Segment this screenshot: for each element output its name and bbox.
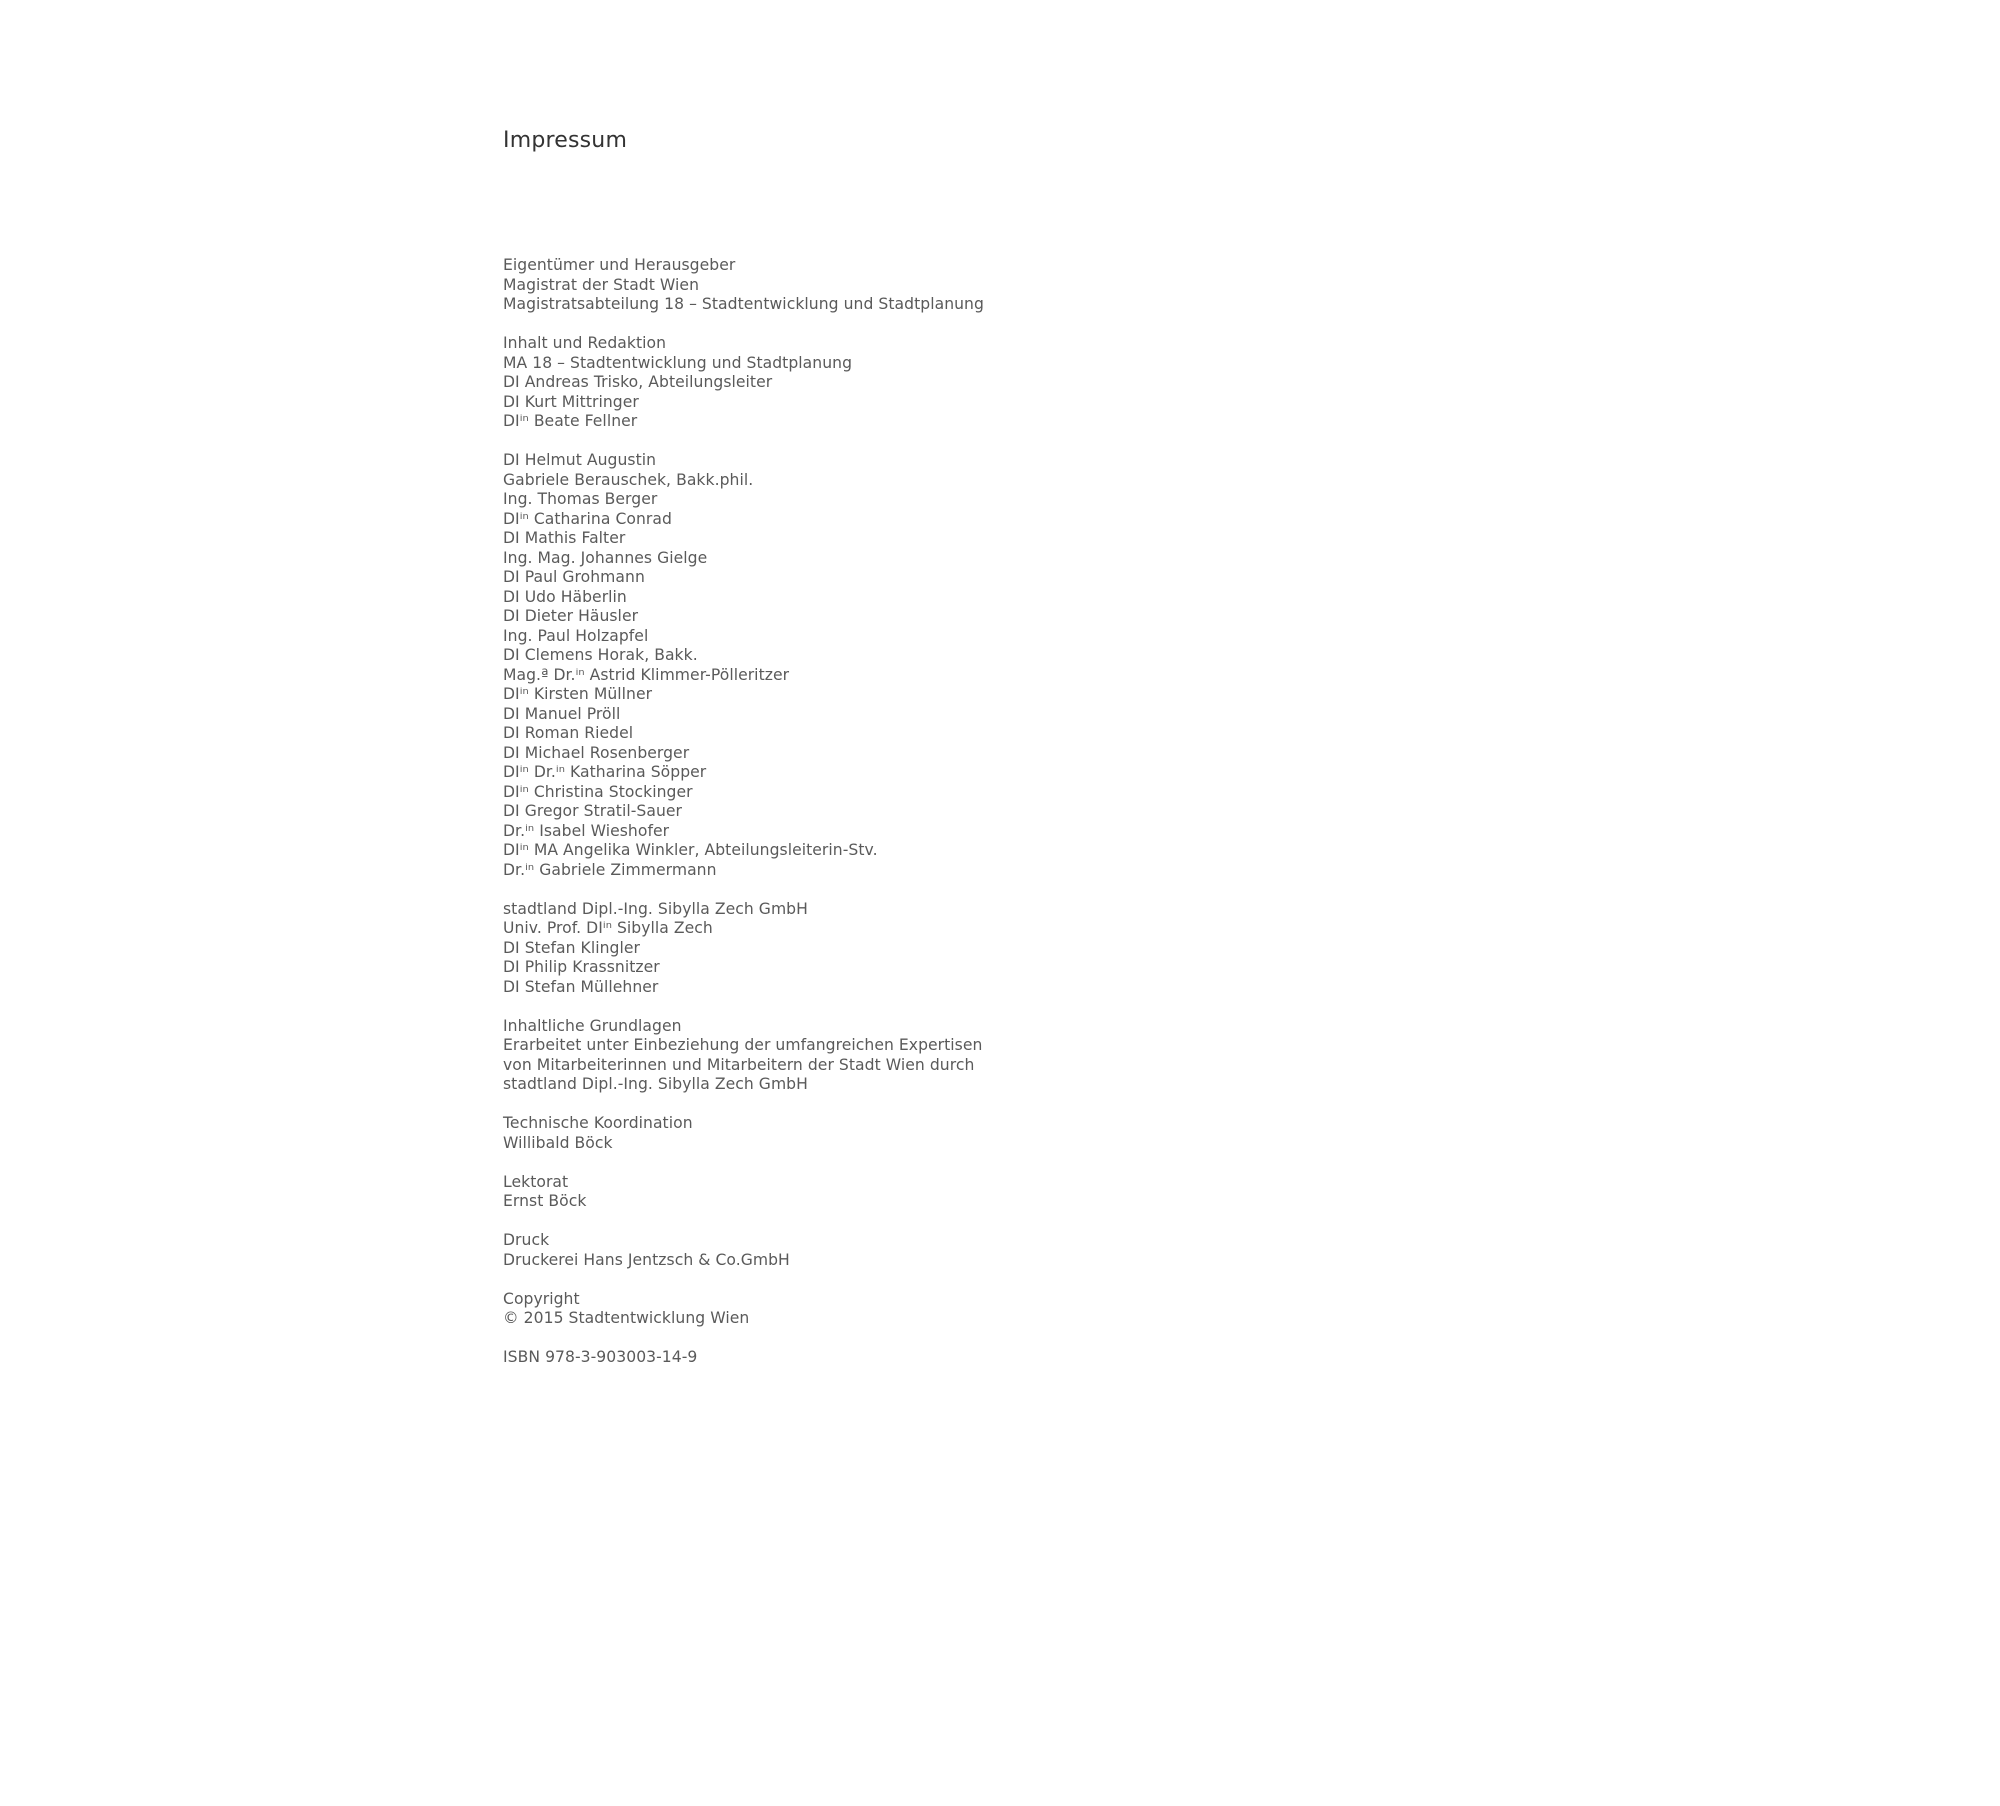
block-line: DI Stefan Klingler <box>503 938 640 957</box>
imprint-block-stadtland <box>503 900 1403 998</box>
block-line: © 2015 Stadtentwicklung Wien <box>503 1309 750 1327</box>
imprint-block-copyright <box>503 1290 1403 1329</box>
imprint-block-print <box>503 1231 1403 1270</box>
block-heading: Eigentümer und Herausgeber <box>503 256 736 274</box>
block-line: DI Roman Riedel <box>503 724 634 742</box>
block-line: DIⁱⁿ Beate Fellner <box>503 412 638 430</box>
block-line: Univ. Prof. DIⁱⁿ Sibylla Zech <box>503 919 713 937</box>
block-line: DIⁱⁿ MA Angelika Winkler, Abteilungsleiterin-Stv. <box>503 841 878 859</box>
block-line: Dr.ⁱⁿ Isabel Wieshofer <box>503 821 670 840</box>
page-title: Impressum <box>503 128 628 153</box>
block-line: Mag.ª Dr.ⁱⁿ Astrid Klimmer-Pölleritzer <box>503 665 790 684</box>
imprint-block-content-basis <box>503 1017 1403 1095</box>
block-line: von Mitarbeiterinnen und Mitarbeitern der Stadt Wien durch <box>503 1055 975 1074</box>
block-line: DI Andreas Trisko, Abteilungsleiter <box>503 373 773 391</box>
block-line: DIⁱⁿ Dr.ⁱⁿ Katharina Söpper <box>503 763 707 781</box>
block-line: DIⁱⁿ Catharina Conrad <box>503 509 672 528</box>
block-line: Ing. Mag. Johannes Gielge <box>503 548 708 567</box>
imprint-block-technical-coordination <box>503 1114 1403 1153</box>
block-line: DI Kurt Mittringer <box>503 392 639 411</box>
imprint-block-isbn <box>503 1348 1403 1368</box>
block-heading: Inhalt und Redaktion <box>503 334 667 352</box>
block-line: DI Philip Krassnitzer <box>503 958 660 976</box>
imprint-block-contributors <box>503 451 1403 880</box>
block-heading: Druck <box>503 1231 550 1249</box>
block-line: DI Gregor Stratil-Sauer <box>503 802 682 820</box>
block-line: DI Udo Häberlin <box>503 587 627 606</box>
block-heading: ISBN 978-3-903003-14-9 <box>503 1348 698 1366</box>
imprint-content <box>503 256 1403 1387</box>
imprint-page <box>503 126 1403 1366</box>
block-line: Ing. Paul Holzapfel <box>503 626 649 645</box>
block-line: Druckerei Hans Jentzsch & Co.GmbH <box>503 1250 790 1269</box>
block-heading: Inhaltliche Grundlagen <box>503 1016 682 1035</box>
imprint-block-proofreading <box>503 1173 1403 1212</box>
imprint-block-content-editing <box>503 334 1403 432</box>
block-line: Magistratsabteilung 18 – Stadtentwicklung und Stadtplanung <box>503 295 984 313</box>
block-heading: Copyright <box>503 1289 580 1308</box>
block-heading: Technische Koordination <box>503 1114 693 1132</box>
block-line: DI Stefan Müllehner <box>503 977 659 996</box>
imprint-block-owner-publisher <box>503 256 1403 315</box>
block-line: Ing. Thomas Berger <box>503 490 658 508</box>
block-line: Erarbeitet unter Einbeziehung der umfangreichen Expertisen <box>503 1036 983 1054</box>
block-line: Willibald Böck <box>503 1133 613 1152</box>
block-line: Magistrat der Stadt Wien <box>503 275 699 294</box>
block-line: DI Mathis Falter <box>503 529 626 547</box>
block-line: DI Paul Grohmann <box>503 568 645 586</box>
block-line: DIⁱⁿ Christina Stockinger <box>503 782 693 801</box>
block-heading: stadtland Dipl.-Ing. Sibylla Zech GmbH <box>503 899 808 918</box>
block-line: DI Manuel Pröll <box>503 704 621 723</box>
block-heading: DI Helmut Augustin <box>503 451 657 469</box>
block-line: Dr.ⁱⁿ Gabriele Zimmermann <box>503 860 717 879</box>
block-line: DI Clemens Horak, Bakk. <box>503 646 698 664</box>
block-line: Ernst Böck <box>503 1192 587 1210</box>
block-line: stadtland Dipl.-Ing. Sibylla Zech GmbH <box>503 1075 808 1093</box>
block-line: DI Michael Rosenberger <box>503 743 690 762</box>
block-line: Gabriele Berauschek, Bakk.phil. <box>503 470 754 489</box>
block-line: DIⁱⁿ Kirsten Müllner <box>503 685 653 703</box>
block-line: DI Dieter Häusler <box>503 607 639 625</box>
block-heading: Lektorat <box>503 1172 569 1191</box>
block-line: MA 18 – Stadtentwicklung und Stadtplanung <box>503 353 853 372</box>
